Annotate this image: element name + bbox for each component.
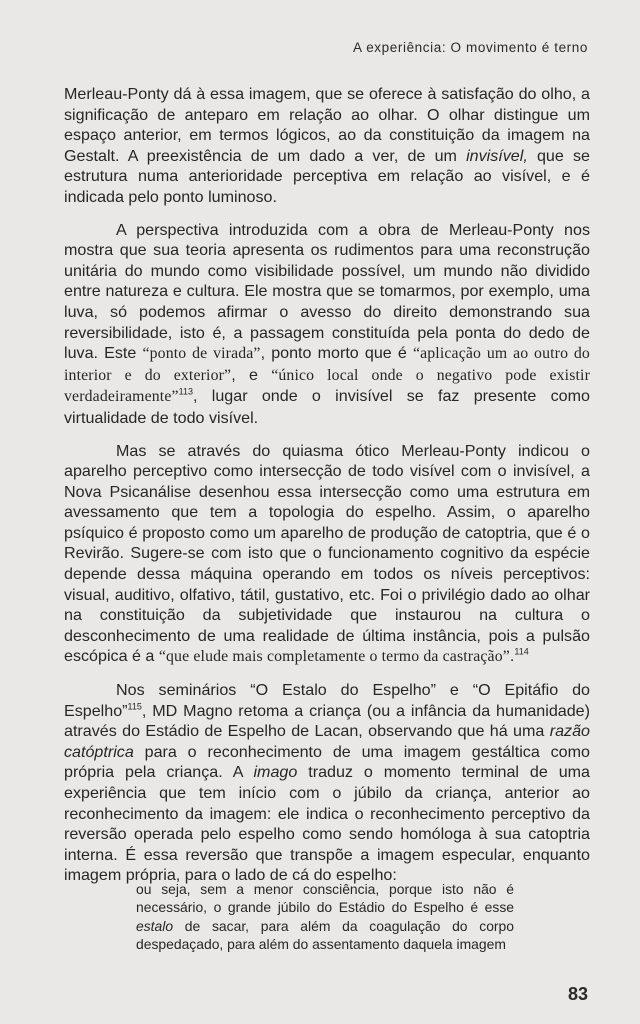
body-text: [64, 84, 590, 898]
quote-ponto-de-virada: “ponto de virada”: [142, 345, 261, 363]
quote-unico-local: “único local onde o negativo pode existir verdadeiramente”: [64, 366, 590, 406]
paragraph-2: A perspectiva introduzida com a obra de Merleau-Ponty nos mostra que sua teoria apresenta os rudimentos para uma reconstrução unitária do mundo como visibilidade possível, um mundo não dividido entre natureza e cultura. Ele mostra que se tomarmos, por exemplo, uma luva, só podemos afirmar o avesso do direito demonstrando sua reversibilidade, isto é, a passagem constituída pela ponta do dedo de luva. Este “ponto de virada”, ponto morto que é “aplicação um ao outro do interior e do exterior”, e “único local onde o negativo pode existir verdadeiramente”$^{113}$, lugar onde o invisível se faz presente como virtualidade de todo visível.: [64, 220, 590, 427]
paragraph-3: Mas se através do quiasma ótico Merleau-Ponty indicou o aparelho perceptivo como intersecção de todo visível com o invisível, a Nova Psicanálise desenhou essa intersecção como uma estrutura em avessamento que tem a topologia do espelho. Assim, o aparelho psíquico é proposto como um aparelho de produção de catoptria, que é o Revirão. Sugere-se com isto que o funcionamento cognitivo da espécie depende dessa máquina operando em todos os níveis perceptivos: visual, auditivo, olfativo, tátil, gustativo, etc. Foi o privilégio dado ao olhar na constituição da subjetividade que instaurou na cultura o desconhecimento de uma realidade de última instância, pois a pulsão escópica é a “que elude mais completamente o termo da castração”.$^{114}$: [64, 441, 590, 666]
paragraph-4: Nos seminários “O Estalo do Espelho” e “O Epitáfio do Espelho”$^{115}$, MD Magno retoma a criança (ou a infância da humanidade) através do Estádio de Espelho de Lacan, observando que há uma razão catóptrica para o reconhecimento de uma imagem gestáltica como própria pela criança. A imago traduz o momento terminal de uma experiência que tem início com o júbilo da criança, anterior ao reconhecimento da imagem: ele indica o reconhecimento perceptivo da reversão operada pelo espelho como sendo homóloga à sua catoptria interna. É essa reversão que transpõe a imagem especular, enquanto imagem própria, para o lado de cá do espelho:: [64, 681, 591, 885]
page-number: 83: [567, 984, 588, 1004]
block-quote: ou seja, sem a menor consciência, porque isto não é necessário, o grande júbilo do Estádio do Espelho é esse estalo de sacar, para além da coagulação do corpo despedaçado, para além do assentamento daquela imagem: [136, 881, 514, 953]
footnote-ref-113: 113: [178, 386, 194, 397]
footnote-ref-114: 114: [514, 647, 529, 658]
paragraph-1: Merleau-Ponty dá à essa imagem, que se oferece à satisfação do olho, a significação de anteparo em relação ao olhar. O olhar distingue um espaço anterior, em termos lógicos, ao da constituição da imagem na Gestalt. A preexistência de um dado a ver, de um invisível, que se estrutura numa anterioridade perceptiva em relação ao visível, e é indicada pelo ponto luminoso.: [64, 85, 590, 206]
running-header: A experiência: O movimento é terno: [352, 40, 588, 55]
footnote-ref-115: 115: [127, 701, 142, 712]
quote-aplicacao: “aplicação um ao outro do interior e do exterior”: [64, 345, 590, 384]
quote-castracao: “que elude mais completamente o termo da castração”: [158, 648, 510, 666]
